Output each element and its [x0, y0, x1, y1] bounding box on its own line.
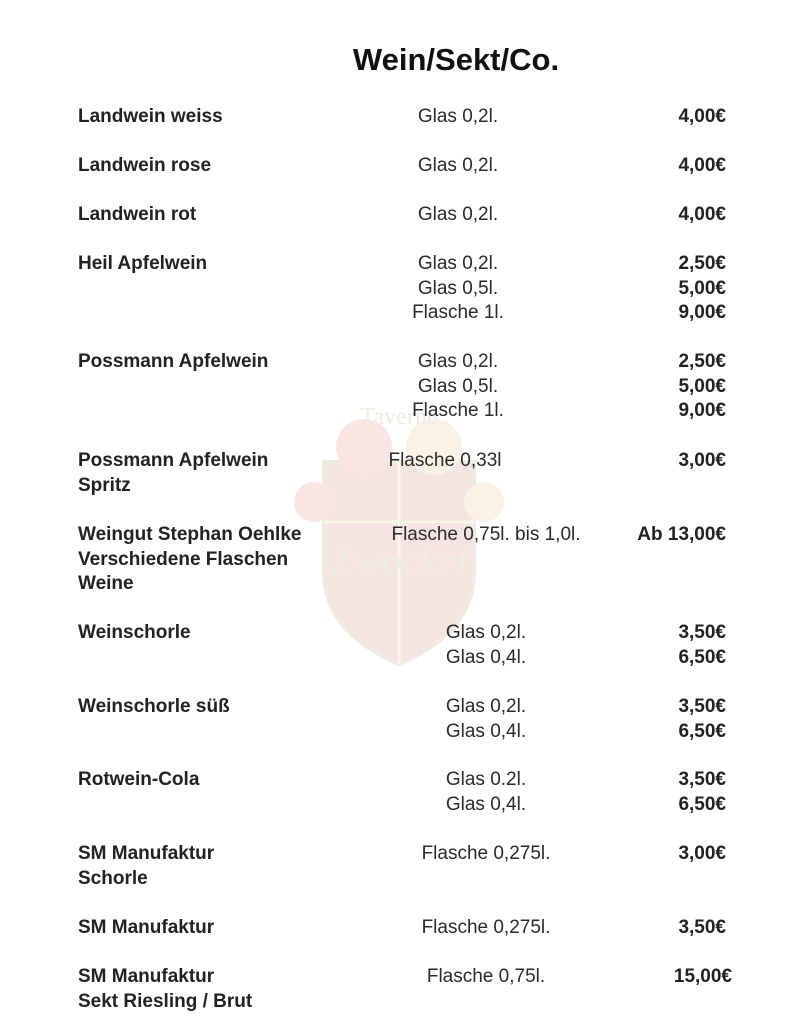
watermark-text-zwockel: Zwockel — [330, 538, 468, 583]
item-price — [678, 695, 726, 744]
item-name-line: SM Manufaktur — [78, 966, 215, 987]
item-price-line: 5,00€ — [678, 375, 726, 397]
item-quantity — [340, 449, 550, 474]
item-price-line: 9,00€ — [678, 302, 726, 324]
item-name — [78, 105, 378, 130]
item-name-line: Weinschorle süß — [78, 696, 230, 717]
item-name-line: Verschiedene Flaschen — [78, 548, 289, 570]
item-price-line: 4,00€ — [678, 155, 726, 176]
item-price — [678, 105, 726, 130]
item-quantity-line: Glas 0,2l. — [417, 253, 499, 274]
watermark-text-taverne: Taverne — [360, 404, 438, 430]
item-quantity-line: Flasche 0,75l. bis 1,0l. — [391, 524, 581, 545]
item-price-line: 6,50€ — [678, 720, 726, 742]
item-price — [678, 154, 726, 179]
item-price-line: 6,50€ — [678, 646, 726, 668]
item-price — [678, 252, 726, 326]
item-name-line: Possmann Apfelwein — [78, 450, 269, 471]
item-name-line: SM Manufaktur — [78, 917, 215, 938]
item-quantity — [386, 842, 586, 867]
item-name-line: Possmann Apfelwein — [78, 351, 269, 372]
item-quantity — [376, 105, 540, 130]
item-quantity-line: Glas 0,4l. — [445, 646, 527, 668]
item-price-line: 3,50€ — [678, 696, 726, 717]
item-name — [78, 695, 378, 720]
item-price-line: 3,00€ — [678, 450, 726, 471]
item-price — [678, 449, 726, 474]
item-name-line: Landwein rot — [78, 204, 197, 225]
page-title: Wein/Sekt/Co. — [352, 42, 560, 77]
item-name — [78, 965, 378, 1014]
item-name-line: Spritz — [78, 474, 131, 496]
item-price-line: 3,50€ — [678, 917, 726, 938]
item-quantity-line: Glas 0,2l. — [417, 106, 499, 127]
item-quantity — [376, 154, 540, 179]
item-quantity — [386, 916, 586, 941]
item-quantity-line: Glas 0.2l. — [445, 769, 527, 790]
item-price — [678, 203, 726, 228]
item-name — [78, 252, 378, 277]
item-price-line: Ab 13,00€ — [637, 524, 726, 545]
item-name — [78, 449, 378, 498]
item-name — [78, 842, 378, 891]
item-quantity-line: Glas 0,2l. — [445, 696, 527, 717]
item-name-line: Landwein weiss — [78, 106, 223, 127]
item-quantity — [376, 252, 540, 326]
item-price — [678, 768, 726, 817]
item-price — [674, 965, 732, 990]
item-quantity — [386, 965, 586, 990]
item-price-line: 15,00€ — [673, 966, 732, 987]
item-price-line: 4,00€ — [678, 106, 726, 127]
item-price-line: 2,50€ — [678, 253, 726, 274]
item-name — [78, 916, 378, 941]
item-name-line: Heil Apfelwein — [78, 253, 208, 274]
item-quantity-line: Glas 0,4l. — [445, 793, 527, 815]
item-quantity — [370, 523, 602, 548]
item-quantity-line: Glas 0,2l. — [417, 155, 499, 176]
item-quantity-line: Flasche 0,275l. — [421, 917, 551, 938]
item-name-line: Rotwein-Cola — [78, 769, 200, 790]
item-price-line: 2,50€ — [678, 351, 726, 372]
item-quantity-line: Glas 0,2l. — [445, 622, 527, 643]
item-price-line: 6,50€ — [678, 793, 726, 815]
item-quantity — [376, 203, 540, 228]
item-quantity-line: Glas 0,5l. — [417, 277, 499, 299]
item-price — [637, 523, 726, 548]
item-quantity-line: Flasche 0,275l. — [421, 843, 551, 864]
item-quantity-line: Glas 0,4l. — [445, 720, 527, 742]
item-quantity — [400, 621, 572, 670]
item-quantity — [400, 695, 572, 744]
item-quantity — [400, 768, 572, 817]
item-quantity-line: Glas 0,2l. — [417, 351, 499, 372]
item-price-line: 9,00€ — [678, 400, 726, 422]
item-name — [78, 154, 378, 179]
item-name-line: Landwein rose — [78, 155, 212, 176]
item-quantity-line: Flasche 0,33l — [388, 450, 502, 471]
item-name — [78, 203, 378, 228]
item-name — [78, 350, 378, 375]
item-quantity — [376, 350, 540, 424]
item-name-line: Weingut Stephan Oehlke — [78, 524, 302, 545]
item-name-line: Sekt Riesling / Brut — [78, 990, 253, 1012]
item-price — [678, 350, 726, 424]
item-price — [678, 916, 726, 941]
item-price-line: 3,00€ — [678, 843, 726, 864]
item-quantity-line: Glas 0,2l. — [417, 204, 499, 225]
item-quantity-line: Glas 0,5l. — [417, 375, 499, 397]
item-price-line: 3,50€ — [678, 622, 726, 643]
item-quantity-line: Flasche 0,75l. — [426, 966, 546, 987]
item-quantity-line: Flasche 1l. — [412, 302, 504, 324]
item-price-line: 4,00€ — [678, 204, 726, 225]
item-quantity-line: Flasche 1l. — [412, 400, 504, 422]
item-name-line: Weinschorle — [78, 622, 191, 643]
item-price-line: 3,50€ — [678, 769, 726, 790]
item-name-line: Weine — [78, 573, 134, 595]
item-price — [678, 842, 726, 867]
item-name-line: Schorle — [78, 867, 148, 889]
item-price-line: 5,00€ — [678, 277, 726, 299]
item-name — [78, 523, 378, 597]
item-name — [78, 768, 378, 793]
item-price — [678, 621, 726, 670]
item-name — [78, 621, 378, 646]
item-name-line: SM Manufaktur — [78, 843, 215, 864]
